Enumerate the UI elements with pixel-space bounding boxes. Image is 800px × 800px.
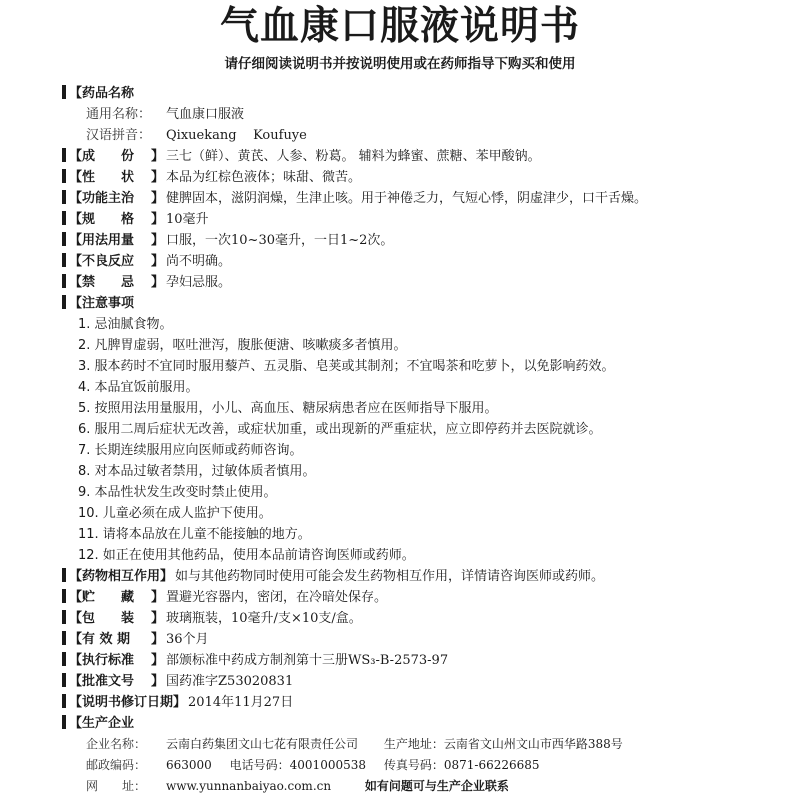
precaution-item: 11. 请将本品放在儿童不能接触的地方。 (78, 527, 311, 542)
section-label: 【禁 忌 (69, 275, 135, 290)
section-bar (62, 211, 66, 225)
section-drug-name (62, 83, 782, 104)
section-bar (62, 274, 66, 288)
postcode-value: 663000 (166, 758, 212, 772)
generic-name-label: 通用名称： (86, 107, 152, 122)
phone-label: 电话号码： (229, 758, 290, 772)
section-bar (62, 652, 66, 666)
company-row (62, 734, 782, 755)
precaution-item: 7. 长期连续服用应向医师或药师咨询。 (78, 443, 303, 458)
section-bar (62, 568, 66, 582)
precaution-item: 8. 对本品过敏者禁用，过敏体质者慎用。 (78, 464, 316, 479)
properties-value: 本品为红棕色液体；味甜、微苦。 (166, 170, 362, 185)
precaution-item: 12. 如正在使用其他药品，使用本品前请咨询医师或药师。 (78, 548, 415, 563)
precaution-item: 1. 忌油腻食物。 (78, 317, 173, 332)
standard-value: 部颁标准中药成方制剂第十三册WS₃-B-2573-97 (166, 653, 449, 668)
section-precautions (62, 293, 782, 314)
section-label: 【包 装 (69, 611, 135, 626)
precaution-item: 10. 儿童必须在成人监护下使用。 (78, 506, 272, 521)
section-approval: 【批准文号 】 国药准字Z53020831 (62, 671, 782, 692)
fax-value: 0871-66226685 (443, 758, 540, 772)
interactions-value: 如与其他药物同时使用可能会发生药物相互作用，详情请咨询医师或药师。 (175, 569, 605, 584)
pinyin-label: 汉语拼音： (86, 128, 152, 143)
specification-value: 10毫升 (166, 212, 209, 227)
contact-row (62, 755, 782, 776)
phone-value: 4001000538 (289, 758, 367, 772)
section-label: 【执行标准 (69, 653, 135, 668)
validity-value: 36个月 (166, 632, 209, 647)
approval-value: 国药准字Z53020831 (166, 674, 294, 689)
precaution-item: 5. 按照用法用量服用，小儿、高血压、糖尿病患者应在医师指导下服用。 (78, 401, 498, 416)
section-label: 【说明书修订日期 (69, 695, 174, 710)
fax-label: 传真号码： (383, 758, 444, 772)
section-bar (62, 148, 66, 162)
section-bar (62, 253, 66, 267)
section-ingredients: 【成 份 】 三七（鲜）、黄芪、人参、粉葛。 辅料为蜂蜜、蔗糖、苯甲酸钠。 (62, 146, 782, 167)
address-value: 云南省文山州文山市西华路388号 (443, 737, 623, 751)
section-bar (62, 715, 66, 729)
section-label: 【不良反应 (69, 254, 135, 269)
footer-contact-note: 如有问题可与生产企业联系 (364, 779, 509, 793)
precaution-item: 2. 凡脾胃虚弱，呕吐泄泻，腹胀便溏、咳嗽痰多者慎用。 (78, 338, 407, 353)
section-manufacturer (62, 713, 782, 734)
section-label: 【注意事项 (69, 296, 135, 311)
section-standard: 【执行标准 】 部颁标准中药成方制剂第十三册WS₃-B-2573-97 (62, 650, 782, 671)
section-label: 【规 格 (69, 212, 135, 227)
section-label: 【药品名称 (69, 86, 135, 101)
section-contraindications: 【禁 忌 】 孕妇忌服。 (62, 272, 782, 293)
section-bar (62, 295, 66, 309)
indications-value: 健脾固本，滋阴润燥，生津止咳。用于神倦乏力，气短心悸，阴虚津少，口干舌燥。 (166, 191, 648, 206)
contraindications-value: 孕妇忌服。 (166, 275, 232, 290)
section-label: 【批准文号 (69, 674, 135, 689)
company-label: 企业名称： (86, 737, 147, 751)
section-label: 【功能主治 (69, 191, 135, 206)
precaution-item: 3. 服本药时不宜同时服用藜芦、五灵脂、皂荚或其制剂；不宜喝茶和吃萝卜，以免影响药效。 (78, 359, 615, 374)
section-label: 【贮 藏 (69, 590, 135, 605)
pinyin-row (62, 125, 782, 146)
section-bar (62, 673, 66, 687)
section-bar (62, 694, 66, 708)
section-label: 【有 效 期 (69, 632, 131, 647)
storage-value: 置避光容器内，密闭，在冷暗处保存。 (166, 590, 388, 605)
document-title: 气血康口服液说明书 (219, 4, 580, 49)
section-label: 【成 份 (69, 149, 135, 164)
section-validity: 【有 效 期 】 36个月 (62, 629, 782, 650)
section-specification: 【规 格 】 10毫升 (62, 209, 782, 230)
dosage-value: 口服，一次10~30毫升，一日1~2次。 (166, 233, 394, 248)
adverse-value: 尚不明确。 (166, 254, 232, 269)
section-bar (62, 169, 66, 183)
packaging-value: 玻璃瓶装，10毫升/支×10支/盒。 (166, 611, 362, 626)
pinyin-value: Qixuekang Koufuye (166, 128, 307, 143)
precaution-item: 6. 服用二周后症状无改善，或症状加重，或出现新的严重症状，应立即停药并去医院就诊。 (78, 422, 602, 437)
address-label: 生产地址： (383, 737, 444, 751)
section-indications: 【功能主治 】 健脾固本，滋阴润燥，生津止咳。用于神倦乏力，气短心悸，阴虚津少，口干舌燥。 (62, 188, 782, 209)
section-bar (62, 610, 66, 624)
section-dosage: 【用法用量 】 口服，一次10~30毫升，一日1~2次。 (62, 230, 782, 251)
section-label: 【用法用量 (69, 233, 135, 248)
generic-name-row (62, 104, 782, 125)
section-bar (62, 190, 66, 204)
section-label: 【药物相互作用 (69, 569, 161, 584)
ingredients-value: 三七（鲜）、黄芪、人参、粉葛。 辅料为蜂蜜、蔗糖、苯甲酸钠。 (166, 149, 541, 164)
section-packaging: 【包 装 】 玻璃瓶装，10毫升/支×10支/盒。 (62, 608, 782, 629)
section-bar (62, 232, 66, 246)
section-label: 【性 状 (69, 170, 135, 185)
web-value: www.yunnanbaiyao.com.cn (166, 779, 332, 793)
web-label: 网 址： (86, 779, 147, 793)
precaution-item: 9. 本品性状发生改变时禁止使用。 (78, 485, 277, 500)
section-interactions: 【药物相互作用】 如与其他药物同时使用可能会发生药物相互作用，详情请咨询医师或药师。 (62, 566, 782, 587)
revision-value: 2014年11月27日 (188, 695, 294, 710)
section-bar (62, 589, 66, 603)
generic-name-value: 气血康口服液 (166, 107, 245, 122)
section-bar (62, 85, 66, 99)
section-bar (62, 631, 66, 645)
precaution-item: 4. 本品宜饭前服用。 (78, 380, 199, 395)
postcode-label: 邮政编码： (86, 758, 147, 772)
section-revision: 【说明书修订日期】 2014年11月27日 (62, 692, 782, 713)
section-label: 【生产企业 (69, 716, 135, 731)
section-storage: 【贮 藏 】 置避光容器内，密闭，在冷暗处保存。 (62, 587, 782, 608)
web-row (62, 776, 782, 797)
document-subtitle: 请仔细阅读说明书并按说明使用或在药师指导下购买和使用 (224, 56, 576, 72)
section-properties: 【性 状 】 本品为红棕色液体；味甜、微苦。 (62, 167, 782, 188)
company-value: 云南白药集团文山七花有限责任公司 (166, 737, 359, 751)
section-adverse: 【不良反应 】 尚不明确。 (62, 251, 782, 272)
